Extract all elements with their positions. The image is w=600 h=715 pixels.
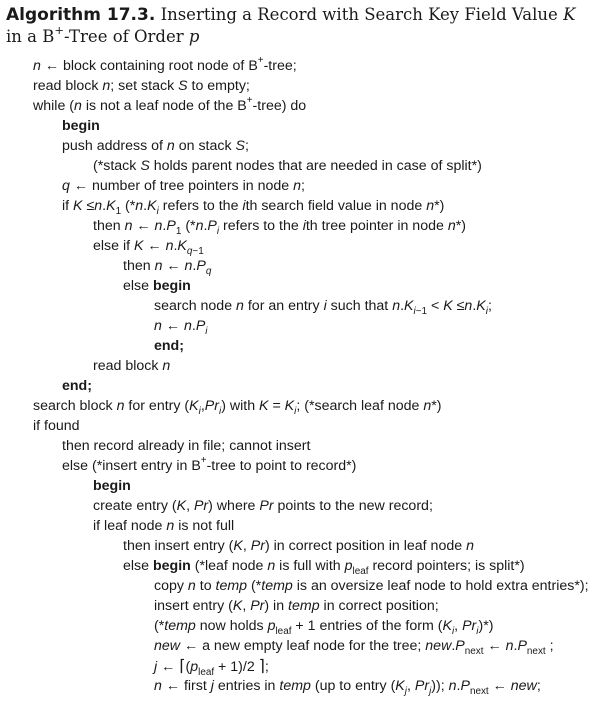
code-line: push address of n on stack S; <box>62 138 249 154</box>
code-line: then n ← $n.P_1$ ($*n.P_i$ refers to the ith tree pointer in node n*) <box>93 218 466 237</box>
code-line: if found <box>33 418 80 434</box>
code-line: insert entry (K, Pr) in temp in correct position; <box>154 598 439 614</box>
code-line: new ← a new empty leaf node for the tree; $new.P_{next}$ ← $n.P_{next}$ ; <box>154 638 554 657</box>
code-line: q ← number of tree pointers in node n; <box>62 178 305 194</box>
code-line: then n ← $n.P_q$ <box>123 258 212 277</box>
code-line: copy n to temp (*temp is an oversize leaf node to hold extra entries*); <box>154 578 589 594</box>
code-line: if $K \le n.K_1$ ($*n.K_i$ refers to the ith search field value in node n*) <box>62 198 445 217</box>
code-line: end; <box>154 338 184 354</box>
code-line: end; <box>62 378 92 394</box>
code-line: (*temp now holds $p_{leaf} + 1$ entries of the form ($K_i$, $Pr_i)*$) <box>154 618 494 637</box>
code-line: then record already in file; cannot insert <box>62 438 311 454</box>
code-line: n ← block containing root node of B+-tree; <box>33 55 297 74</box>
code-line: (*stack S holds parent nodes that are needed in case of split*) <box>93 158 482 174</box>
code-line: if leaf node n is not full <box>93 518 235 534</box>
code-line: begin <box>93 478 131 494</box>
code-line: n ← first j entries in temp (up to entry ($K_j$, $Pr_j$)); $n.P_{next}$ ← new; <box>154 678 541 697</box>
code-line: else (*insert entry in B+-tree to point to record*) <box>62 455 357 474</box>
code-line: n ← $n.P_i$ <box>154 318 208 337</box>
code-line: search node n for an entry i such that $n.K_{i-1} < K \le n.K_i$; <box>154 298 492 317</box>
code-line: else begin <box>123 278 191 294</box>
code-line: else if K ← $n.K_{q-1}$ <box>93 238 204 257</box>
code-line: read block n <box>93 358 171 374</box>
code-line: then insert entry (K, Pr) in correct position in leaf node n <box>123 538 474 554</box>
code-line: search block n for entry $(K_i,Pr_i)$ with $K = K_i$; (*search leaf node n*) <box>33 398 442 417</box>
code-line: read block n; set stack S to empty; <box>33 78 250 94</box>
code-line: j ← $⌈(p_{leaf} + 1)/2$ ⌉; <box>154 656 269 678</box>
algorithm-title <box>6 4 594 47</box>
code-line: while (n is not a leaf node of the B+-tree) do <box>33 95 307 114</box>
code-line: begin <box>62 118 100 134</box>
algorithm-number: Algorithm 17.3. <box>6 5 156 25</box>
code-line: else begin (*leaf node n is full with $p_{leaf}$ record pointers; is split*) <box>123 558 525 577</box>
algorithm-caption: Inserting a Record with Search Key Field Value K in a B+-Tree of Order p <box>6 5 576 46</box>
code-line: create entry (K, Pr) where Pr points to the new record; <box>93 498 433 514</box>
